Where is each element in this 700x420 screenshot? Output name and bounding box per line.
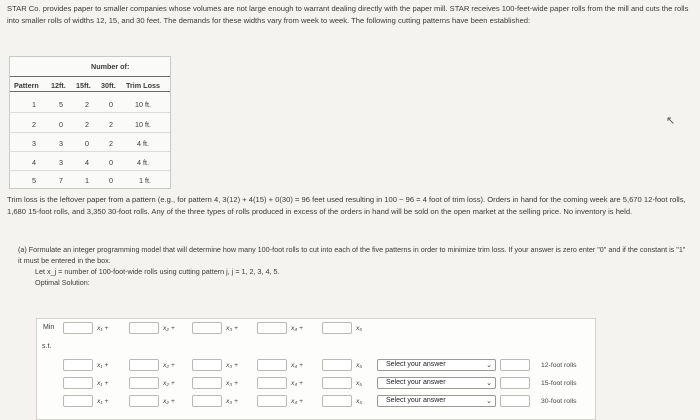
c1-rhs-label: 12-foot rolls	[541, 362, 577, 369]
table-cell: 10 ft.	[135, 120, 151, 129]
term-x3: x₃ +	[226, 325, 238, 332]
c3-coef-x1[interactable]	[63, 395, 93, 407]
term-x1: x₁ +	[97, 380, 109, 387]
optimal-solution-label: Optimal Solution:	[35, 278, 90, 287]
table-header-12ft: 12ft.	[51, 81, 66, 90]
c2-relation-select[interactable]	[377, 377, 496, 389]
table-rule	[10, 76, 170, 77]
c3-coef-x2[interactable]	[129, 395, 159, 407]
table-cell: 3	[32, 139, 36, 148]
table-cell: 3	[59, 158, 63, 167]
c2-coef-x1[interactable]	[63, 377, 93, 389]
term-x3: x₃ +	[226, 362, 238, 369]
select-placeholder: Select your answer	[386, 361, 446, 368]
table-header-30ft: 30ft.	[101, 81, 116, 90]
row-divider	[10, 132, 170, 133]
c2-coef-x4[interactable]	[257, 377, 287, 389]
problem-intro: STAR Co. provides paper to smaller companies whose volumes are not large enough to warrant dealing directly with the paper mill. STAR receives 100-feet-wide paper rolls from the mill and cuts the rolls into smaller rolls of widths 12, 15, and 30 feet. The demands for these widths vary from week to week. The following cutting patterns have been established:	[7, 4, 689, 25]
table-super-header: Number of:	[91, 62, 130, 71]
term-x5: x₅	[356, 380, 363, 387]
term-x4: x₄ +	[291, 362, 303, 369]
c2-coef-x3[interactable]	[192, 377, 222, 389]
term-x2: x₂ +	[163, 380, 175, 387]
table-cell: 2	[32, 120, 36, 129]
table-cell: 2	[85, 100, 89, 109]
c1-coef-x2[interactable]	[129, 359, 159, 371]
row-divider	[10, 170, 170, 171]
term-x2: x₂ +	[163, 362, 175, 369]
term-x5: x₅	[356, 325, 363, 332]
c3-relation-select[interactable]	[377, 395, 496, 407]
c2-rhs-input[interactable]	[500, 377, 530, 389]
c2-rhs-label: 15-foot rolls	[541, 380, 577, 387]
c1-coef-x4[interactable]	[257, 359, 287, 371]
table-cell: 0	[109, 158, 113, 167]
term-x1: x₁ +	[97, 325, 109, 332]
chevron-down-icon: ⌄	[486, 362, 492, 369]
select-placeholder: Select your answer	[386, 379, 446, 386]
objective-coef-x4[interactable]	[257, 322, 287, 334]
table-cell: 2	[109, 120, 113, 129]
table-cell: 4 ft.	[137, 158, 149, 167]
table-cell: 3	[59, 139, 63, 148]
table-header-pattern: Pattern	[14, 81, 39, 90]
question-a-label: (a) Formulate an integer programming model that will determine how many 100-foot rolls to cut into each of the five patterns in order to minimize trim loss. If your answer is zero enter "0" and if the constant is "1" it must be entered in the box.	[18, 245, 686, 265]
c2-coef-x2[interactable]	[129, 377, 159, 389]
term-x4: x₄ +	[291, 325, 303, 332]
table-cell: 4	[85, 158, 89, 167]
table-cell: 5	[32, 176, 36, 185]
c1-relation-select[interactable]	[377, 359, 496, 371]
table-cell: 1	[32, 100, 36, 109]
row-divider	[10, 112, 170, 113]
term-x3: x₃ +	[226, 398, 238, 405]
term-x5: x₅	[356, 398, 363, 405]
term-x5: x₅	[356, 362, 363, 369]
term-x2: x₂ +	[163, 398, 175, 405]
c3-coef-x3[interactable]	[192, 395, 222, 407]
c3-rhs-input[interactable]	[500, 395, 530, 407]
table-cell: 10 ft.	[135, 100, 151, 109]
table-cell: 4 ft.	[137, 139, 149, 148]
c3-rhs-label: 30-foot rolls	[541, 398, 577, 405]
table-cell: 1 ft.	[139, 176, 151, 185]
table-rule	[10, 91, 170, 92]
objective-coef-x5[interactable]	[322, 322, 352, 334]
table-header-trim: Trim Loss	[126, 81, 160, 90]
c3-coef-x5[interactable]	[322, 395, 352, 407]
chevron-down-icon: ⌄	[486, 380, 492, 387]
objective-coef-x3[interactable]	[192, 322, 222, 334]
table-cell: 1	[85, 176, 89, 185]
trim-loss-paragraph: Trim loss is the leftover paper from a pattern (e.g., for pattern 4, 3(12) + 4(15) + 0(30) = 96 feet used resulting in 100 − 96 = 4 foot of trim loss). Orders in hand for the coming week are 5,670 12-foot rolls, 1,680 15-foot rolls, and 3,350 30-foot rolls. Any of the three types of rolls produced in excess of the orders in hand will be sold on the open market at the selling price. No inventory is held.	[7, 195, 686, 216]
c2-coef-x5[interactable]	[322, 377, 352, 389]
select-placeholder: Select your answer	[386, 397, 446, 404]
term-x3: x₃ +	[226, 380, 238, 387]
table-cell: 4	[32, 158, 36, 167]
table-cell: 7	[59, 176, 63, 185]
objective-coef-x1[interactable]	[63, 322, 93, 334]
table-cell: 2	[85, 120, 89, 129]
table-cell: 0	[59, 120, 63, 129]
row-divider	[10, 151, 170, 152]
mouse-cursor-icon: ↖	[666, 115, 676, 127]
table-header-15ft: 15ft.	[76, 81, 91, 90]
term-x2: x₂ +	[163, 325, 175, 332]
c1-coef-x3[interactable]	[192, 359, 222, 371]
st-label: s.t.	[42, 343, 52, 350]
term-x4: x₄ +	[291, 380, 303, 387]
table-cell: 0	[109, 100, 113, 109]
table-cell: 0	[85, 139, 89, 148]
table-cell: 2	[109, 139, 113, 148]
question-a	[18, 244, 690, 288]
formulation-panel	[36, 318, 596, 420]
table-cell: 5	[59, 100, 63, 109]
term-x4: x₄ +	[291, 398, 303, 405]
term-x1: x₁ +	[97, 362, 109, 369]
c1-coef-x1[interactable]	[63, 359, 93, 371]
c1-coef-x5[interactable]	[322, 359, 352, 371]
cutting-patterns-table	[9, 56, 171, 189]
table-cell: 0	[109, 176, 113, 185]
c1-rhs-input[interactable]	[500, 359, 530, 371]
min-label: Min	[43, 324, 55, 331]
chevron-down-icon: ⌄	[486, 398, 492, 405]
term-x1: x₁ +	[97, 398, 109, 405]
objective-coef-x2[interactable]	[129, 322, 159, 334]
c3-coef-x4[interactable]	[257, 395, 287, 407]
variable-definition: Let x_j = number of 100-foot-wide rolls using cutting pattern j, j = 1, 2, 3, 4, 5.	[35, 267, 280, 276]
